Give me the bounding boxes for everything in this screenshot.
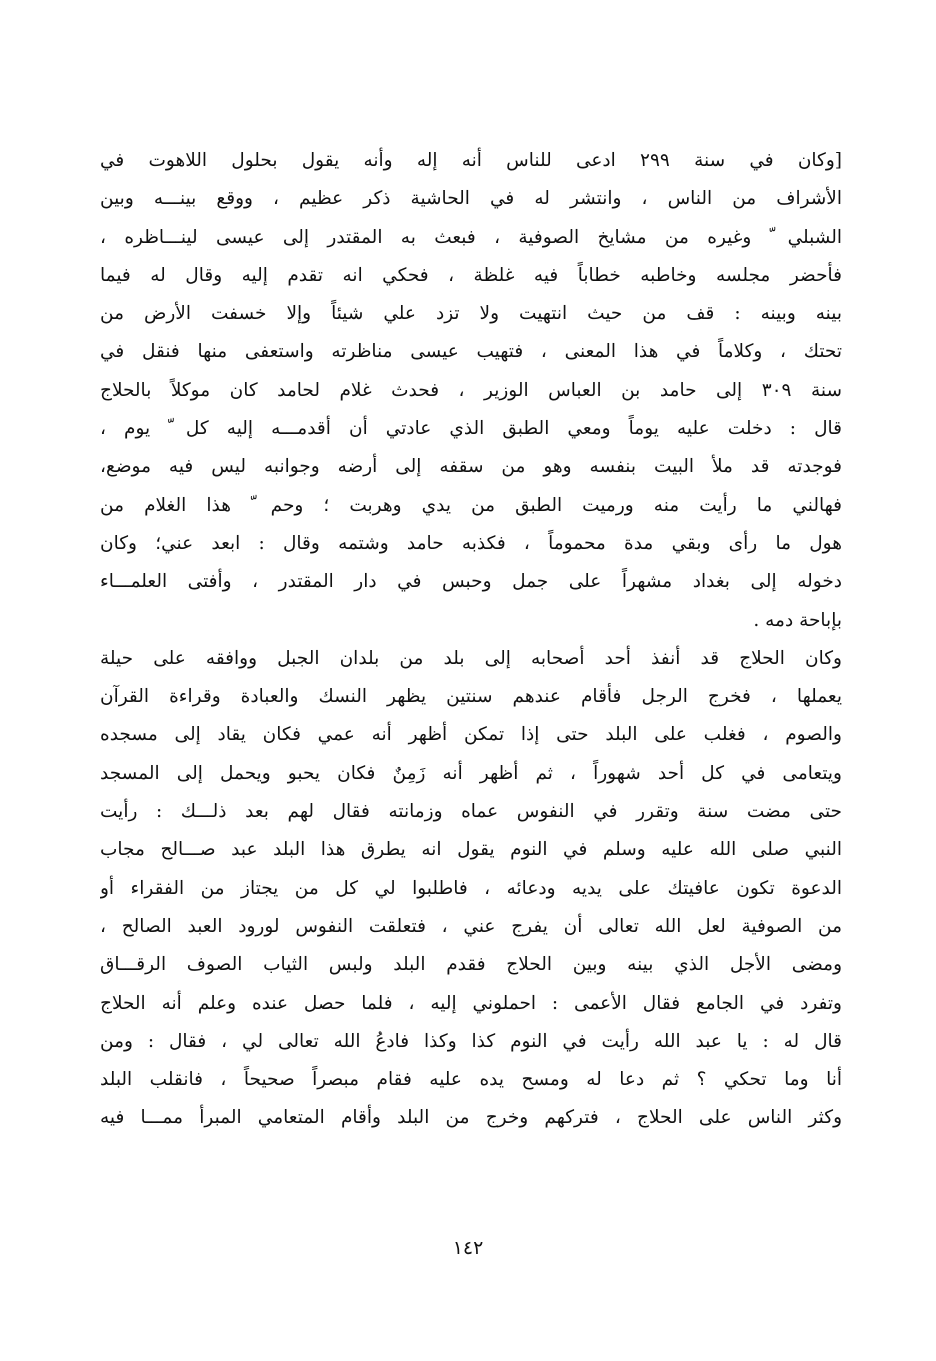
text-line: ومضى الأجل الذي بينه وبين الحلاج فقدم البلد ولبس الثياب الصوف الرقـــاق [100,954,842,976]
text-line: من الصوفية لعل الله تعالى أن يفرج عني ، فتعلقت النفوس لورود العبد الصالح ، [100,915,842,937]
text-line: النبي صلى الله عليه وسلم في النوم يقول انه يطرق هذا البلد عبد صـــالح مجاب [100,839,842,861]
page-number: ١٤٢ [452,1237,484,1259]
text-line: وتفرد في الجامع فقال الأعمى : احملوني إليه ، فلما حصل عنده وعلم أنه الحلاج [100,992,842,1014]
text-line: ويتعامى في كل أحد شهوراً ، ثم أظهر أنه زَمِنٌ فكان يحبو ويحمل إلى المسجد [100,762,842,784]
text-line: وكثر الناس على الحلاج ، فتركهم وخرج من البلد وأقام المتعامي المبرأ ممـــا فيه [100,1107,842,1129]
text-line: فوجدته قد ملأ البيت بنفسه وهو من سقفه إلى أرضه وجوانبه ليس فيه موضع، [100,456,842,478]
text-line: الدعوة تكون عافيتك على يديه ودعائه ، فاطلبوا لي كل من يجتاز من الفقراء أو [100,877,842,899]
text-line: [وكان في سنة ٢٩٩ ادعى للناس أنه إله وأنه يقول بحلول اللاهوت في [100,150,842,171]
text-line: قال : دخلت عليه يوماً ومعي الطبق الذي عادتي أن أقدمـــه إليه كل ّ يوم ، [100,418,842,440]
text-line: يعملها ، فخرج الرجل فأقام عندهم سنتين يظهر النسك والعبادة وقراءة القرآن [100,686,842,708]
text-line: قال له : يا عبد الله رأيت في النوم كذا وكذا فادعُ الله تعالى لي ، فقال : ومن [100,1030,842,1052]
text-line: والصوم ، فغلب على البلد حتى إذا تمكن أظهر أنه عمي فكان يقاد إلى مسجده [100,724,842,746]
paragraph-2 [100,640,842,1138]
text-line: حتى مضت سنة وتقرر في النفوس عماه وزمانته فقال لهم بعد ذلـــك : رأيت [100,801,842,823]
text-line: وكان الحلاج قد أنفذ أحد أصحابه إلى بلد من بلدان الجبل ووافقه على حيلة [100,647,842,669]
text-line: الأشراف من الناس ، وانتشر له في الحاشية ذكر عظيم ، ووقع بينـــه وبين [100,188,842,210]
text-line: أنا وما تحكي ؟ ثم دعا له ومسح يده عليه فقام مبصراً صحيحاً ، فانقلب البلد [100,1069,842,1091]
text-line: بإباحة دمه . [753,609,842,631]
text-line: فأحضر مجلسه وخاطبه خطاباً فيه غلظة ، فحكي انه تقدم إليه وقال له فيما [100,264,842,286]
text-line: هول ما رأى وبقي مدة محموماً ، فكذبه حامد وشتمه وقال : ابعد عني؛ وكان [100,532,842,554]
main-text [100,142,842,1138]
text-line: الشبلي ّ وغيره من مشايخ الصوفية ، فبعث به المقتدر إلى عيسى لينـــاظره ، [100,226,842,248]
text-line: بينه وبينه : قف من حيث انتهيت ولا تزد علي شيئاً وإلا خسفت الأرض من [100,303,842,325]
paragraph-1 [100,142,842,640]
text-line: فهالني ما رأيت منه ورميت الطبق من يدي وهربت ؛ وحم ّ هذا الغلام من [100,494,842,516]
text-line: دخوله إلى بغداد مشهراً على جمل وحبس في دار المقتدر ، وأفتى العلمـــاء [100,571,842,593]
text-line: سنة ٣٠٩ إلى حامد بن العباس الوزير ، فحدث غلام لحامد كان موكلاً بالحلاج [100,379,842,401]
text-line: تحتك ، وكلاماً في هذا المعنى ، فتهيب عيسى مناظرته واستعفى منها فنقل في [100,341,842,363]
